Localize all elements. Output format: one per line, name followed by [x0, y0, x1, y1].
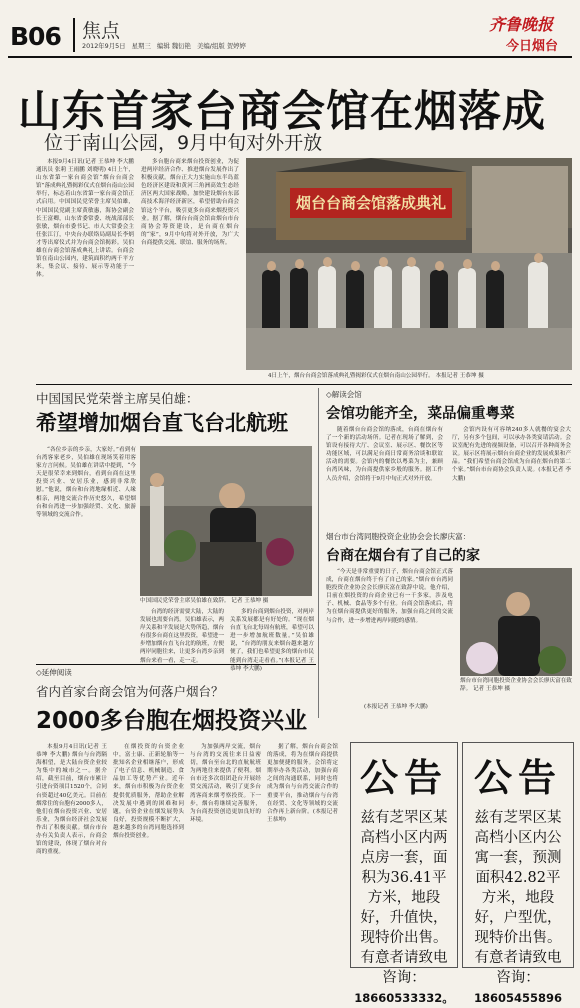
- speaker-photo: [140, 446, 312, 596]
- sidebar-kicker: ◇解读会馆: [326, 390, 362, 399]
- story2-headline: 希望增加烟台直飞台北航班: [36, 411, 288, 435]
- story2-col3: 多的台商到烟台投资，对两岸关系发展都是有好处的。“现在烟台直飞台北每周有航班，希望可以进一步增加航班数量。”吴伯雄说，“台湾的朋友来烟台越来越方便了，我们也希望更多的烟台市民能到台湾走走看看。”(本报记者 王恭坤 李大鹏): [230, 609, 314, 672]
- photo-person: [430, 270, 448, 328]
- notice-body: 兹有芝罘区某高档小区内两点房一套，面积为36.41平方米，地段好，升值快，现特价出售。有意者请致电咨询：: [360, 810, 448, 986]
- notice-body: 兹有芝罘区某高档小区内公寓一套，预测面积42.82平方米，地段好，户型优，现特价出售。有意者请致电咨询：: [474, 810, 562, 986]
- header-divider: [73, 18, 75, 52]
- section-rule: [36, 664, 316, 665]
- story3-byline: (本报记者 王恭坤 李大鹏): [364, 704, 428, 710]
- story4-headline: 2000多台胞在烟投资兴业: [36, 708, 308, 734]
- main-story-col1: 本报9月4日讯(记者 王恭坤 李大鹏 通讯员 张莉 王雨鹏 刘晓明) 4日上午，山东省第一家台商会馆“烟台台商会馆”落成典礼暨揭彩仪式在烟台南山公园举行，标志着山东省第一家台商会馆正式启用。中国国民党荣誉主席吴伯雄，中国国民党副主席黄敏惠，海协会副会长王富卿，山东省委常委、统战部部长张敏，烟台市委书记、市人大常委会主任张江汀，中央台办联络局副局长李炳才等出席仪式并为台商会馆揭彩。吴伯雄在台商会馆落成典礼上讲话。台商会馆在南山公园内，建筑面积约两千平方米，集会议、接待、展示等功能于一体。: [36, 159, 134, 279]
- story4-kicker-text: 延伸阅读: [41, 668, 72, 677]
- story4-col4: 据了解，烟台台商会馆的落成，将为在烟台商提供更加便捷的服务。会馆将定期举办各类活动，加强台商之间的沟通联系，同时也将成为烟台与台湾交流合作的重要平台，推动烟台与台湾在经贸、文化等领域的交流合作再上新台阶。(本报记者 王恭坤): [267, 744, 338, 823]
- photo-person: [486, 270, 504, 328]
- story2-col1: “各位乡亲的乡亲，大家好。”看到有台湾客家老乡，吴伯雄在现场笑着用客家方言问候。吴伯雄在讲话中提到，“今天是很荣幸来到烟台，看到台商在这里投资兴业、安居乐业，感到非常欣慰。”他说，烟台和台湾地缘相近、人缘相亲，两地交流合作历史悠久，希望烟台和台湾进一步加强经贸、文化、旅游等领域的交流合作。: [36, 447, 136, 518]
- photo-person: [290, 268, 308, 328]
- story4-col1: 本报9月4日讯(记者 王恭坤 李大鹏) 烟台与台湾隔海相望，是大陆台资企业较为集中的城市之一。据介绍，截至目前，烟台市累计引进台资项目1520个，合同台资超过40亿美元。目前在烟常住的台胞有2000多人，他们在烟台投资兴业、安居乐业，为烟台经济社会发展作出了积极贡献。烟台市台办有关负责人表示，台商会馆的建设，体现了烟台对台商的重视。: [36, 744, 107, 856]
- notice-title: 公告: [359, 756, 448, 800]
- sidebar-col1: 随着烟台台商会馆的落成，台商在烟台有了一个新的活动场所。记者在现场了解到，会馆设有接待大厅、会议室、展示区、餐饮区等功能区域，可以满足台商日常商务洽谈和联谊活动的需要。会馆内的餐饮以粤菜为主，兼顾台湾风味，为台商提供家乡般的服务。据工作人员介绍，会馆将于9月中旬正式对外开放。: [326, 427, 443, 482]
- story3-kicker: 烟台市台湾同胞投资企业协会会长廖庆富：: [326, 532, 471, 541]
- main-subhead: 位于南山公园，9月中旬对外开放: [44, 132, 323, 154]
- photo-person: [528, 262, 548, 328]
- story2-kicker: 中国国民党荣誉主席吴伯雄：: [36, 391, 199, 406]
- ceremony-photo: [246, 158, 572, 370]
- association-photo-caption: 烟台市台湾同胞投资企业协会会长廖庆富在致辞。 记者 王恭坤 摄: [460, 678, 572, 692]
- story2-col2: 台湾的经济需要大陆，大陆的发展也需要台湾。吴伯雄表示，两岸关系和平发展是大势所趋，烟台有很多台商在这里投资，希望进一步增加烟台直飞台北的航班，方便两岸同胞往来，让更多台湾乡亲到烟台来看一看，走一走。: [140, 609, 224, 664]
- story3-headline: 台商在烟台有了自己的家: [326, 548, 480, 564]
- photo-person: [346, 270, 364, 328]
- sidebar-col2: 会馆内设有可容纳240多人就餐的宴会大厅，另有多个包间，可以承办各类宴请活动。会议室配有先进的视频设备，可以召开各种商务会议。展示区将展示烟台台商企业的发展成果和产品。“我们希望台商会馆成为台商在烟台的第二个家。”烟台市台商协会负责人说。(本报记者 李大鹏): [452, 427, 571, 482]
- photo-person: [374, 266, 392, 328]
- story3-col: “今天是非常重要的日子，烟台台商会馆正式落成，台商在烟台终于有了自己的家。”烟台市台湾同胞投资企业协会会长廖庆富在致辞中说。他介绍，目前在烟投资的台商企业已有一千多家，涉及电子、机械、食品等多个行业。台商会馆落成后，将为在烟台商提供更好的服务，加强台商之间的交流与合作，进一步增进两岸同胞的感情。: [326, 569, 453, 624]
- section-rule: [36, 384, 572, 385]
- speaker-photo-caption: 中国国民党荣誉主席吴伯雄在致辞。 记者 王恭坤 摄: [140, 598, 269, 604]
- speaker-photo-image: [140, 446, 312, 596]
- sidebar-kicker-text: 解读会馆: [331, 390, 362, 399]
- ceremony-photo-caption: 4日上午，烟台台商会馆落成典礼暨揭彩仪式在烟台南山公园举行。 本报记者 王恭坤 摄: [268, 373, 484, 379]
- header-rule: [8, 56, 572, 58]
- edition-name: 今日烟台: [506, 39, 559, 54]
- page-number: B06: [10, 22, 61, 51]
- association-photo: [460, 568, 572, 676]
- story4-kicker: ◇延伸阅读: [36, 668, 72, 677]
- header-meta: 2012年9月5日 星期三 编辑 魏衍艳 美编/组版 贺婷婷: [82, 42, 246, 50]
- association-photo-image: [460, 568, 572, 676]
- photo-person: [318, 266, 336, 328]
- sidebar-headline: 会馆功能齐全，菜品偏重粤菜: [326, 406, 515, 422]
- photo-person: [262, 270, 280, 328]
- main-story-col2: 多台胞台商来烟台投资创业，为促进两岸经济合作、推进烟台发展作出了积极贡献。烟台正大力实施山东半岛蓝色经济区建设和黄河三角洲高效生态经济区两大国家战略，加快建设烟台东部高技术海洋经济新区，希望借助台商会馆这个平台，吸引更多台商来烟投资兴业。据了解，烟台台商会馆由烟台市台商协会筹资建设，是台商在烟台的“家”，9月中旬将对外开放，为广大台商提供交流、联谊、服务的场所。: [141, 159, 239, 246]
- notice-box-2: [462, 742, 574, 1005]
- notice-phone: 18605455896: [473, 991, 563, 1005]
- page-header: [0, 0, 580, 60]
- column-divider: [318, 388, 319, 718]
- story4-col2: 在烟投资的台资企业中，富士康、正新轮胎等一批知名企业相继落户，形成了电子信息、机械制造、食品加工等优势产业。近年来，烟台市积极为台资企业提供优质服务，帮助企业解决发展中遇到的困难和问题，台资企业在烟发展势头良好，投资规模不断扩大，越来越多的台湾同胞选择到烟台投资创业。: [113, 744, 184, 840]
- photo-person: [402, 266, 420, 328]
- story4-subhead: 省内首家台商会馆为何落户烟台？: [36, 684, 224, 699]
- notice-phone: 18660533332。: [354, 991, 454, 1005]
- section-name: 焦点: [82, 20, 121, 42]
- story4-col3: 为加强两岸交流，烟台与台湾的交流往来日益密切，烟台至台北的直航航班为两地往来提供了便利。烟台市还多次组团赴台开展经贸交流活动，吸引了更多台湾客商来烟考察投资。下一步，烟台将继续完善服务，为台商投资创造更加良好的环境。: [190, 744, 261, 823]
- main-headline: 山东首家台商会馆在烟落成: [18, 87, 546, 137]
- ceremony-banner: 烟台台商会馆落成典礼: [295, 194, 446, 212]
- notice-box-1: [350, 742, 458, 1005]
- notice-title: 公告: [473, 756, 562, 800]
- newspaper-logo: 齐鲁晚报: [489, 15, 554, 34]
- photo-person: [458, 268, 476, 328]
